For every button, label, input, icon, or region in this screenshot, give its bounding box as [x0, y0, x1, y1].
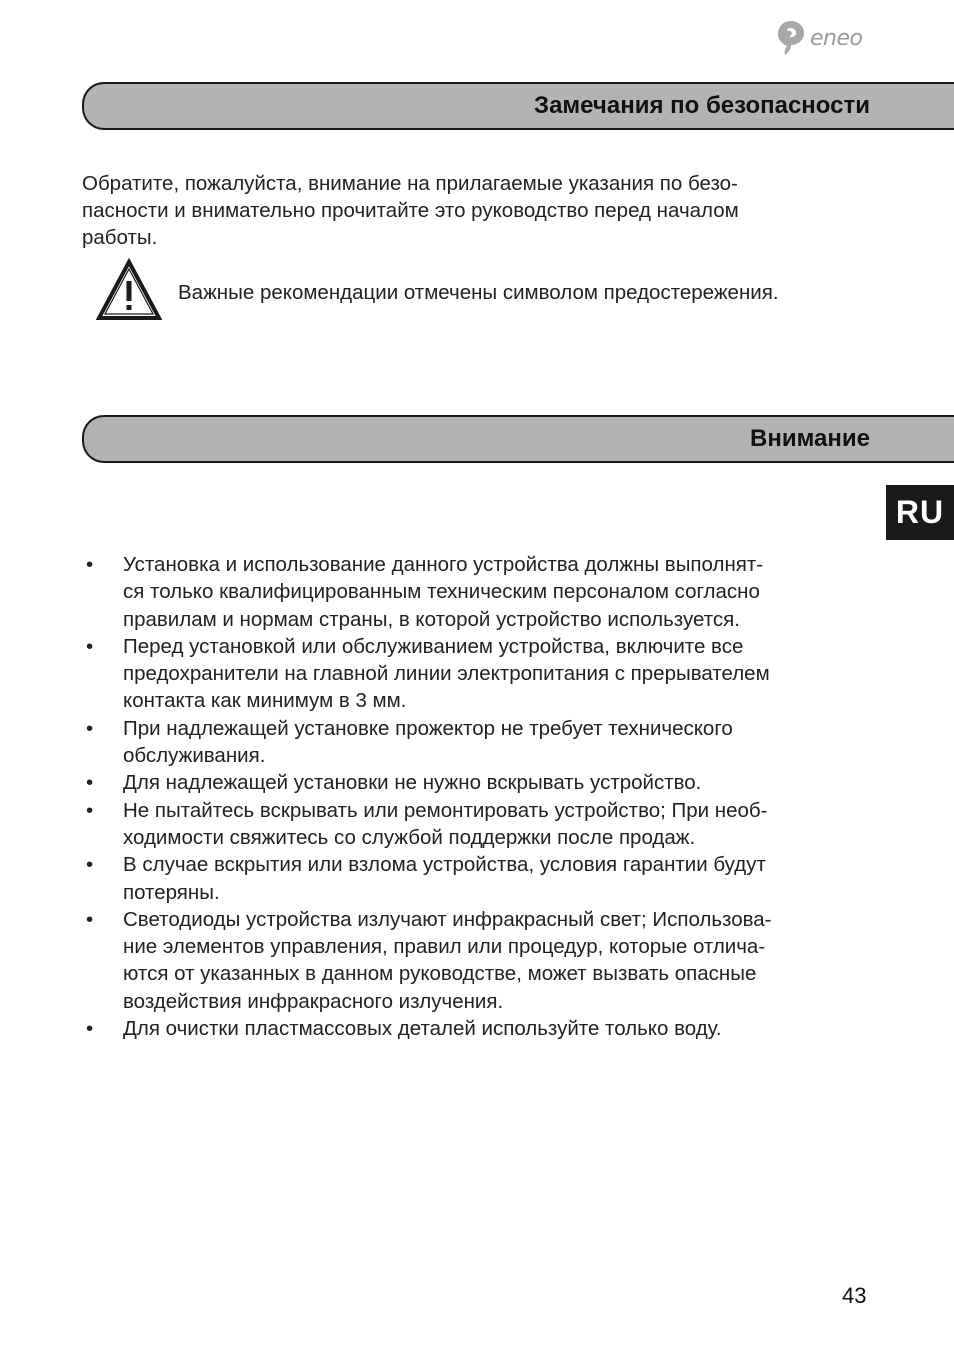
section-title: Внимание: [750, 425, 870, 452]
list-item-line: • Светодиоды устройства излучают инфракрасный свет; Использова-: [123, 907, 772, 931]
list-item-line: ются от указанных в данном руководстве, может вызвать опасные: [123, 962, 757, 986]
warning-text: Важные рекомендации отмечены символом предостережения.: [178, 281, 779, 304]
list-item-line: контакта как минимум в 3 мм.: [123, 689, 407, 713]
list-item-line: • Для очистки пластмассовых деталей используйте только воду.: [123, 1017, 722, 1041]
list-item-line: ние элементов управления, правил или процедур, которые отлича-: [123, 935, 766, 959]
warning-triangle-icon: [96, 258, 162, 322]
intro-paragraph: [82, 170, 862, 251]
warning-note: [96, 258, 876, 324]
intro-line: Обратите, пожалуйста, внимание на прилагаемые указания по безо-: [82, 172, 738, 195]
list-item-line: • В случае вскрытия или взлома устройства, условия гарантии будут: [123, 853, 766, 877]
list-item: [82, 851, 882, 906]
list-item: [82, 633, 882, 715]
list-item-line: • Не пытайтесь вскрывать или ремонтировать устройство; При необ-: [123, 798, 768, 822]
language-tab: RU: [886, 485, 954, 540]
list-item-line: • Установка и использование данного устройства должны выполнят-: [123, 553, 764, 576]
eneo-logo-icon: [776, 19, 806, 57]
intro-line: пасности и внимательно прочитайте это руководство перед началом: [82, 199, 739, 222]
list-item: [82, 906, 882, 1015]
list-item-line: потеряны.: [123, 880, 220, 904]
page-number: 43: [842, 1283, 867, 1308]
list-item: [82, 769, 882, 796]
section-title: Замечания по безопасности: [534, 92, 870, 119]
brand-logo: [776, 18, 886, 58]
list-item: [82, 715, 882, 770]
section-header-safety: [82, 82, 954, 130]
list-item: [82, 551, 882, 633]
section-header-attention: [82, 415, 954, 463]
list-item-line: предохранители на главной линии электропитания с прерывателем: [123, 662, 770, 686]
list-item-line: • Для надлежащей установки не нужно вскрывать устройство.: [123, 771, 702, 795]
list-item-line: воздействия инфракрасного излучения.: [123, 989, 504, 1013]
list-item-line: обслуживания.: [123, 744, 266, 768]
list-item-line: ходимости свяжитесь со службой поддержки после продаж.: [123, 825, 696, 849]
list-item: [82, 1015, 882, 1042]
intro-line: работы.: [82, 226, 158, 249]
list-item-line: • Перед установкой или обслуживанием устройства, включите все: [123, 634, 744, 658]
list-item-line: • При надлежащей установке прожектор не требует технического: [123, 716, 733, 740]
logo-text: eneo: [810, 25, 863, 51]
safety-bullet-list: [82, 551, 882, 1042]
list-item-line: правилам и нормам страны, в которой устройство используется.: [123, 607, 740, 631]
list-item: [82, 797, 882, 852]
list-item-line: ся только квалифицированным техническим персоналом согласно: [123, 580, 760, 604]
